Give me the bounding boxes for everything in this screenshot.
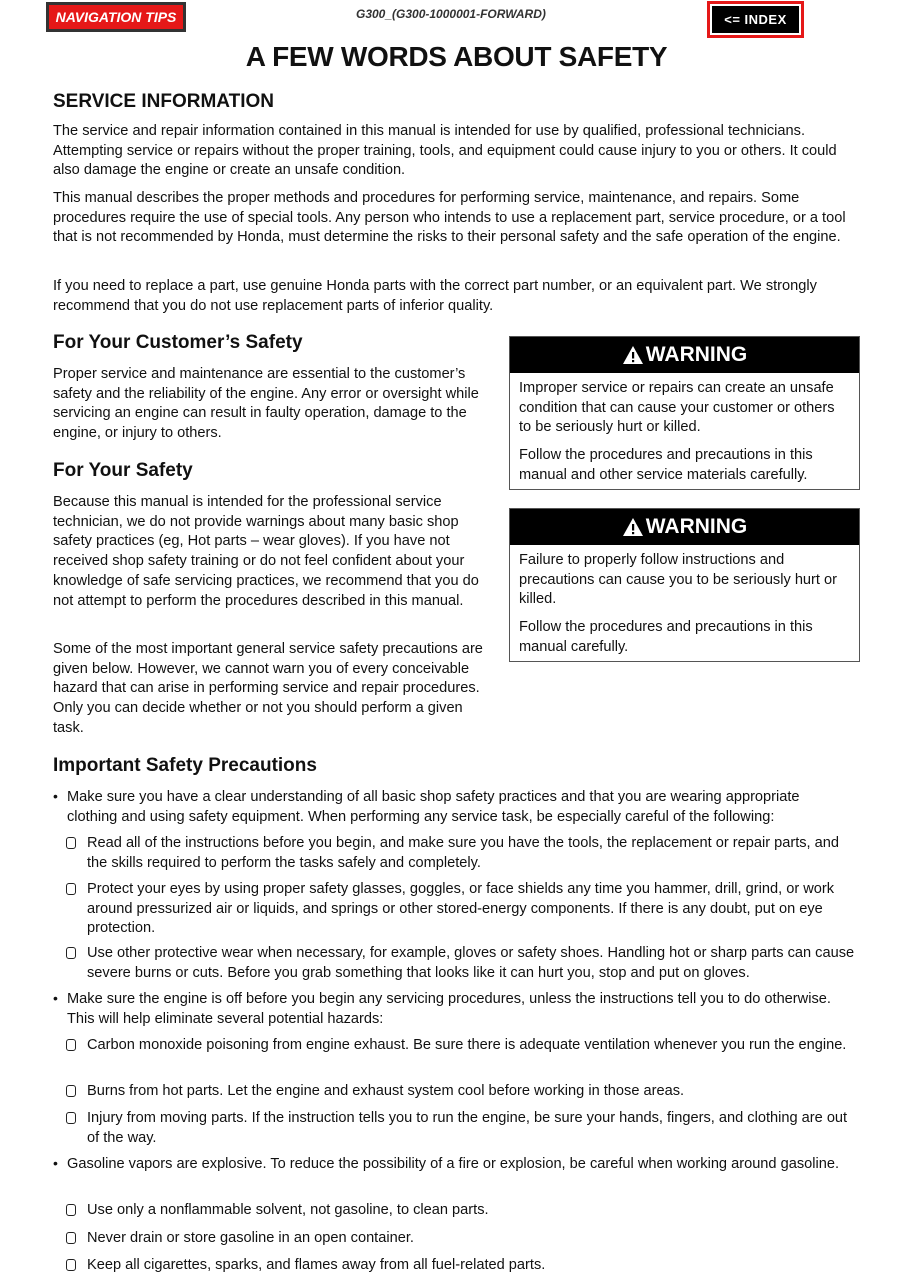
bullet-text: Make sure you have a clear understanding of all basic shop safety practices and that you are wearing appropriate clothing and using safety equipment. When performing any service task, be especially careful of the following: <box>67 789 800 825</box>
navigation-tips-label: NAVIGATION TIPS <box>55 9 177 25</box>
precaution-item <box>66 834 861 873</box>
service-info-paragraph-1: The service and repair information contained in this manual is intended for use by qualified, professional technicians. Attempting service or repairs without the proper training, tools, and equipment could cause injury to you or others. It could also damage the engine or create an unsafe condition. <box>53 123 837 179</box>
precaution-item <box>66 1229 861 1249</box>
precaution-item <box>66 1201 861 1221</box>
navigation-tips-button[interactable] <box>46 2 186 32</box>
checkbox-square-icon <box>66 1232 76 1244</box>
precaution-bullet-2 <box>53 990 853 1029</box>
checkbox-square-icon <box>66 1259 76 1271</box>
checkbox-square-icon <box>66 1112 76 1124</box>
index-label: <= INDEX <box>712 6 799 33</box>
checkbox-square-icon <box>66 1085 76 1097</box>
warning-1-line-1: Improper service or repairs can create an unsafe condition that can cause your customer or others to be seriously hurt or killed. <box>519 380 835 436</box>
document-id: G300_(G300-1000001-FORWARD) <box>356 7 546 21</box>
precaution-item <box>66 1082 861 1102</box>
checkbox-square-icon <box>66 837 76 849</box>
precaution-item <box>66 880 861 939</box>
item-text: Use only a nonflammable solvent, not gasoline, to clean parts. <box>87 1202 489 1218</box>
bullet-text: Gasoline vapors are explosive. To reduce the possibility of a fire or explosion, be careful when working around gasoline. <box>67 1156 840 1172</box>
service-info-paragraph-3: If you need to replace a part, use genuine Honda parts with the correct part number, or an equivalent part. We strongly recommend that you do not use replacement parts of inferior quality. <box>53 278 817 314</box>
warning-box-2 <box>509 508 860 662</box>
checkbox-square-icon <box>66 883 76 895</box>
page-title: A FEW WORDS ABOUT SAFETY <box>245 41 668 72</box>
top-bar <box>0 0 913 42</box>
bullet-icon: • <box>53 788 58 804</box>
service-info-paragraph-2: This manual describes the proper methods and procedures for performing service, maintenance, and repairs. Some procedures require the use of special tools. Any person who intends to use a replacement part, service procedure, or a tool that is not recommended by Honda, must determine the risks to their personal safety and the safe operation of the engine. <box>53 190 846 246</box>
item-text: Injury from moving parts. If the instruction tells you to run the engine, be sure your hands, fingers, and clothing are out of the way. <box>87 1110 848 1146</box>
precaution-bullet-1 <box>53 788 853 827</box>
bullet-icon: • <box>53 1155 58 1171</box>
warning-label-1: WARNING <box>645 343 748 366</box>
item-text: Never drain or store gasoline in an open container. <box>87 1230 414 1246</box>
item-text: Protect your eyes by using proper safety glasses, goggles, or face shields any time you hammer, drill, grind, or work around pressurized air or liquids, and springs or other stored-energy components. If there is any doubt, put on eye protection. <box>87 881 835 937</box>
warning-triangle-icon <box>622 517 644 537</box>
warning-triangle-icon <box>622 345 644 365</box>
warning-2-line-2: Follow the procedures and precautions in this manual carefully. <box>519 619 813 655</box>
item-text: Carbon monoxide poisoning from engine exhaust. Be sure there is adequate ventilation whenever you run the engine. <box>87 1037 847 1053</box>
bullet-icon: • <box>53 990 58 1006</box>
warning-header-2 <box>510 509 859 545</box>
precaution-bullet-3 <box>53 1155 853 1175</box>
precaution-item <box>66 1109 861 1148</box>
customer-safety-heading: For Your Customer’s Safety <box>53 332 303 353</box>
precaution-item <box>66 944 861 983</box>
index-button[interactable] <box>707 1 804 38</box>
your-safety-paragraph-1: Because this manual is intended for the professional service technician, we do not provide warnings about many basic shop safety practices (eg, Hot parts – wear gloves). If you have not received shop safety training or do not feel confident about your knowledge of safe servicing practices, we recommend that you do not attempt to perform the procedures described in this manual. <box>53 494 479 609</box>
warning-1-line-2: Follow the procedures and precautions in this manual and other service materials carefully. <box>519 447 813 483</box>
customer-safety-text: Proper service and maintenance are essential to the customer’s safety and the reliability of the engine. Any error or oversight while servicing an engine can result in faulty operation, damage to the engine, or injury to others. <box>53 366 479 442</box>
item-text: Burns from hot parts. Let the engine and exhaust system cool before working in those areas. <box>87 1083 685 1099</box>
item-text: Use other protective wear when necessary, for example, gloves or safety shoes. Handling hot or sharp parts can cause severe burns or cuts. Before you grab something that looks like it can hurt you, stop and put on gloves. <box>87 945 855 981</box>
checkbox-square-icon <box>66 1039 76 1051</box>
item-text: Keep all cigarettes, sparks, and flames away from all fuel-related parts. <box>87 1257 546 1273</box>
warning-label-2: WARNING <box>645 515 748 538</box>
item-text: Read all of the instructions before you begin, and make sure you have the tools, the replacement or repair parts, and the skills required to perform the tasks safely and completely. <box>87 835 840 871</box>
your-safety-heading: For Your Safety <box>53 460 193 481</box>
bullet-text: Make sure the engine is off before you begin any servicing procedures, unless the instructions tell you to do otherwise. This will help eliminate several potential hazards: <box>67 991 831 1027</box>
service-info-heading: SERVICE INFORMATION <box>53 91 274 112</box>
warning-box-1 <box>509 336 860 490</box>
precautions-heading: Important Safety Precautions <box>53 755 317 776</box>
precaution-item <box>66 1036 861 1056</box>
checkbox-square-icon <box>66 947 76 959</box>
warning-2-line-1: Failure to properly follow instructions and precautions can cause you to be seriously hurt or killed. <box>519 552 837 608</box>
warning-header-1 <box>510 337 859 373</box>
checkbox-square-icon <box>66 1204 76 1216</box>
your-safety-paragraph-2: Some of the most important general service safety precautions are given below. However, we cannot warn you of every conceivable hazard that can arise in performing service and repair procedures. Only you can decide whether or not you should perform a given task. <box>53 641 483 736</box>
precaution-item <box>66 1256 861 1276</box>
